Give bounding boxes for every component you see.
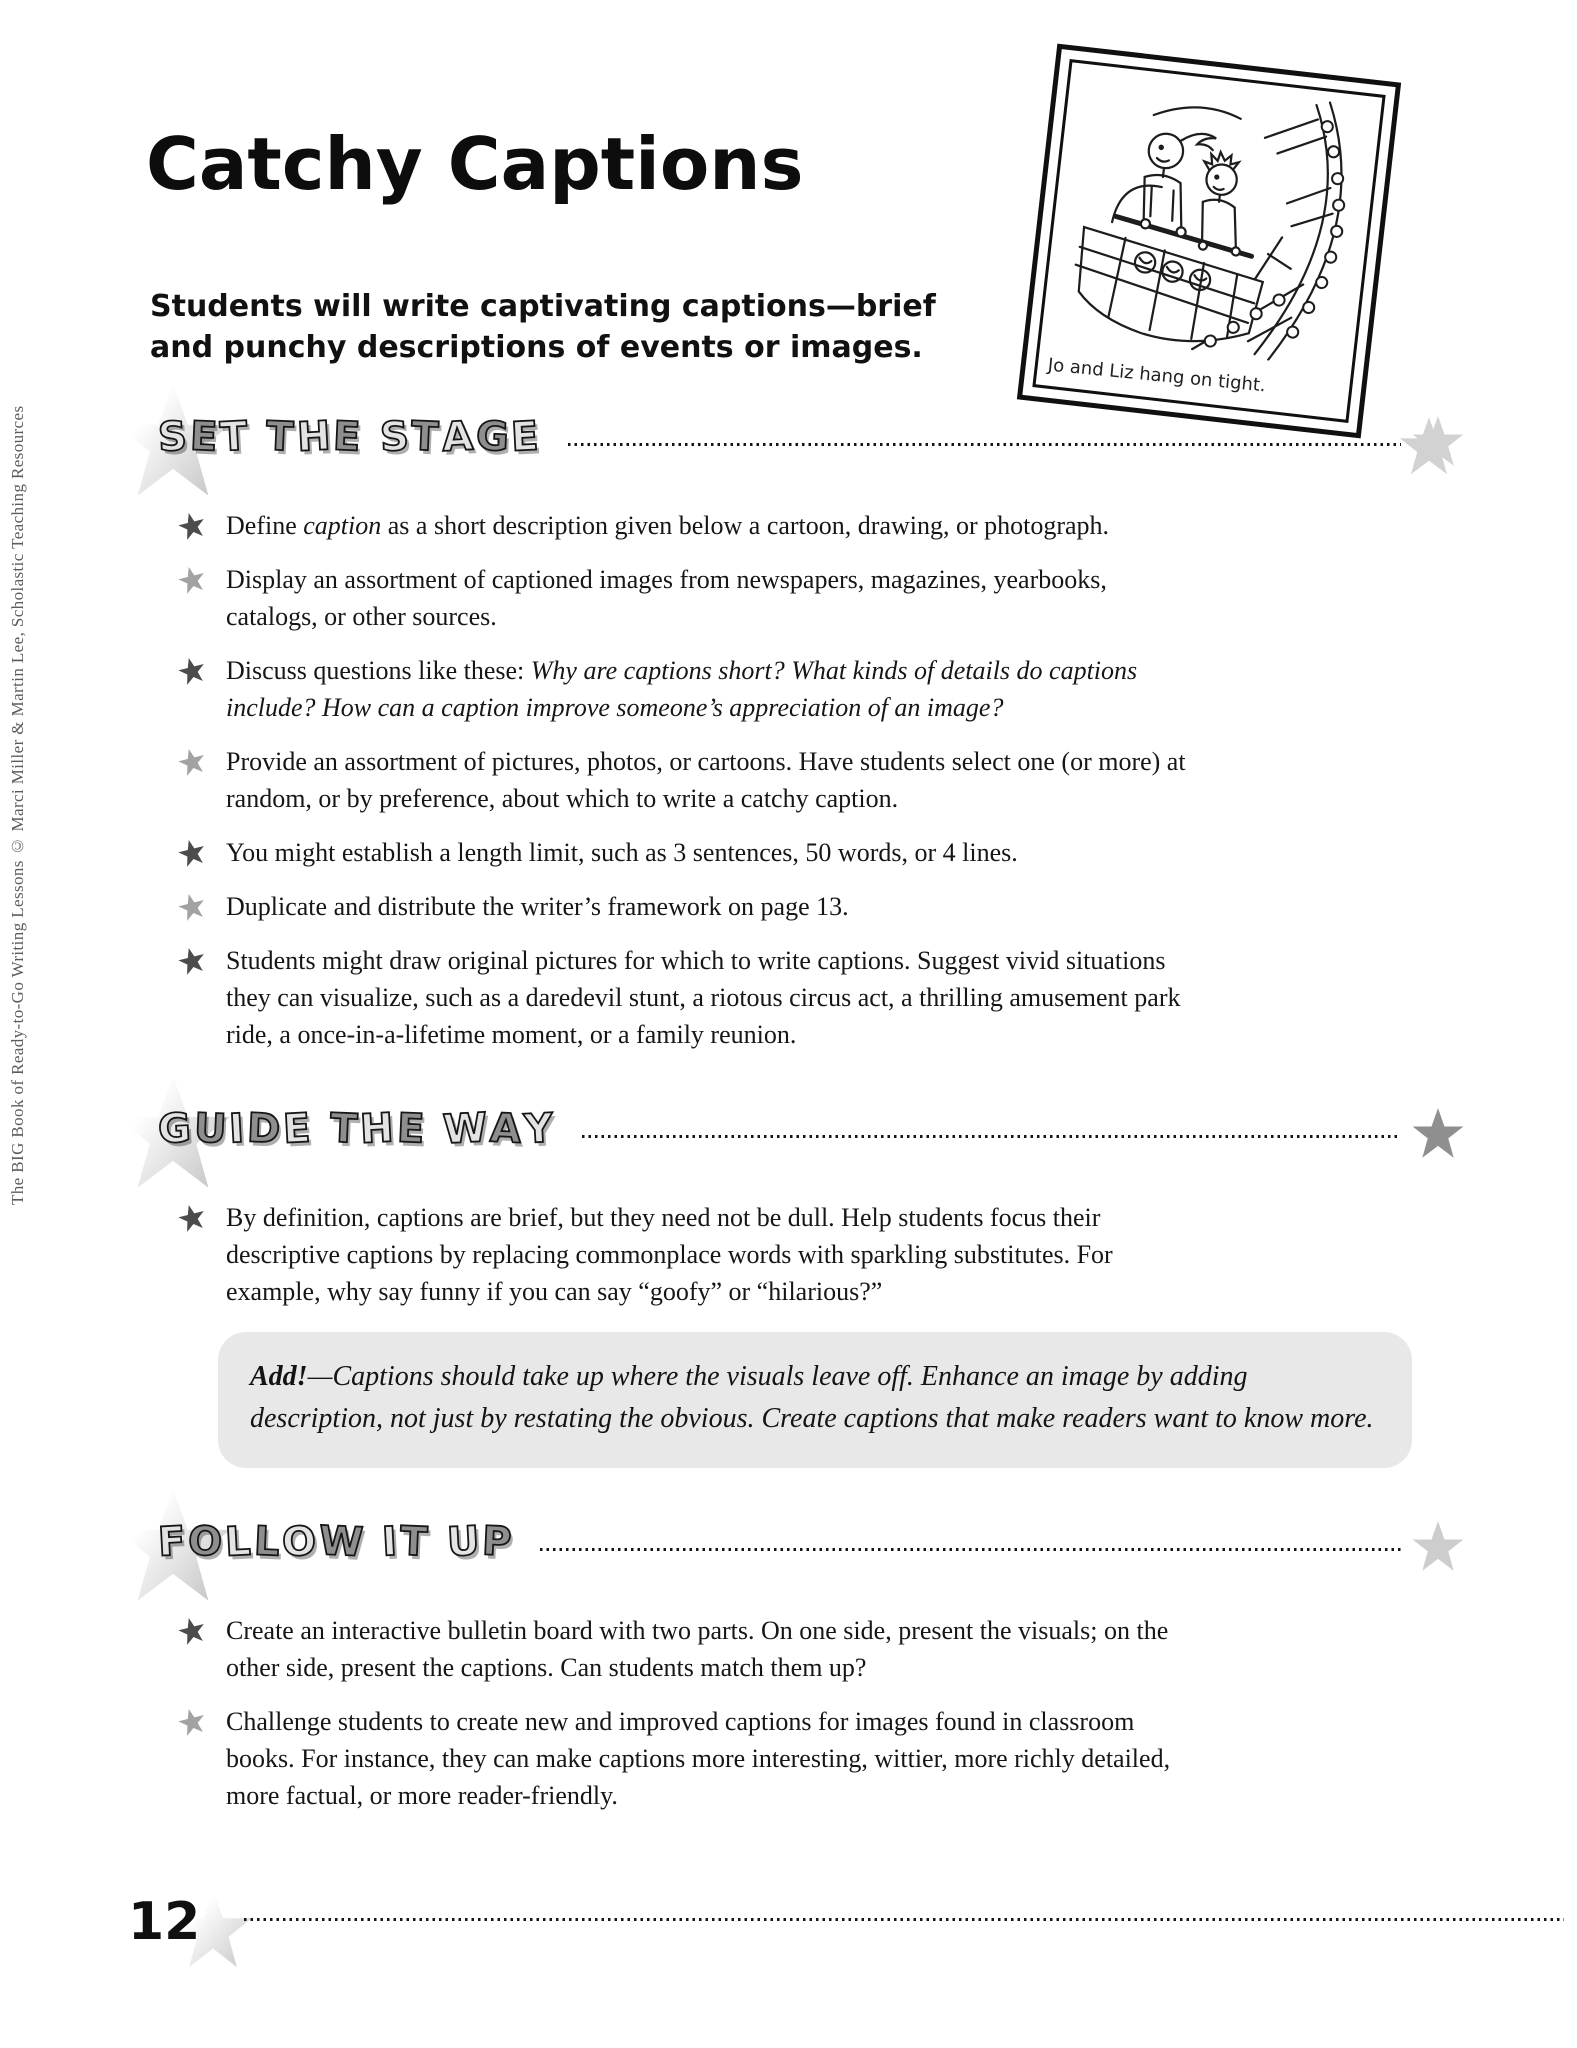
- section-header: [130, 1498, 1465, 1586]
- bullet-item: [178, 1703, 1465, 1814]
- section-guide-the-way: [130, 1085, 1465, 1468]
- bullet-text: By definition, captions are brief, but they need not be dull. Help students focus their descriptive captions by replacing commonplace words with sparkling substitutes. For example, why say funny if you can say “goofy” or “hilarious?”: [226, 1203, 1113, 1306]
- bullet-star-icon: [175, 1201, 209, 1235]
- section-follow-it-up: [130, 1498, 1465, 1831]
- bullet-text: Create an interactive bulletin board with two parts. On one side, present the visuals; on the other side, present the captions. Can students match them up?: [226, 1616, 1169, 1682]
- bullet-star-icon: [175, 745, 209, 779]
- add-callout-box: Add!—Captions should take up where the visuals leave off. Enhance an image by adding description, not just by restating the obvious. Create captions that make readers want to know more.: [218, 1332, 1412, 1468]
- bullet-text: Define caption as a short description given below a cartoon, drawing, or photograph.: [226, 511, 1110, 540]
- illustration-caption: Jo and Liz hang on tight.: [1046, 354, 1267, 397]
- bullet-item: [178, 1199, 1465, 1310]
- bullet-item: [178, 507, 1465, 544]
- bullet-list: [178, 1612, 1465, 1814]
- bullet-text: Students might draw original pictures for which to write captions. Suggest vivid situations they can visualize, such as a daredevil stunt, a riotous circus act, a thrilling amusement park ride, a once-in-a-lifetime moment, or a family reunion.: [226, 946, 1181, 1049]
- bullet-star-icon: [175, 1614, 209, 1648]
- bullet-item: [178, 942, 1465, 1053]
- bullet-text: Challenge students to create new and improved captions for images found in classroom books. For instance, they can make captions more interesting, wittier, more richly detailed, more factual, or more reader-friendly.: [226, 1707, 1171, 1810]
- page-title: Catchy Captions: [146, 122, 804, 206]
- section-title: SET THE STAGE: [156, 413, 543, 461]
- section-set-the-stage: [130, 393, 1465, 1070]
- dotted-rule: [582, 1135, 1401, 1138]
- subtitle-line: and punchy descriptions of events or images.: [150, 330, 923, 365]
- bullet-star-icon: [175, 654, 209, 688]
- bullet-text: Discuss questions like these: Why are captions short? What kinds of details do captions include? How can a caption improve someone’s appreciation of an image?: [226, 656, 1138, 722]
- dotted-rule: [540, 1548, 1401, 1551]
- subtitle-line: Students will write captivating captions—brief: [150, 289, 936, 324]
- copyright-credit: The BIG Book of Ready-to-Go Writing Lessons © Marci Miller & Martin Lee, Scholastic Teaching Resources: [8, 405, 27, 1205]
- page-number: 12: [128, 1892, 201, 1952]
- bullet-item: [178, 1612, 1465, 1686]
- bullet-star-icon: [175, 509, 209, 543]
- rule-end-star-icon: [1411, 1107, 1465, 1161]
- section-title: GUIDE THE WAY: [156, 1104, 558, 1154]
- bullet-text: Provide an assortment of pictures, photos, or cartoons. Have students select one (or more) at random, or by preference, about which to write a catchy caption.: [226, 747, 1186, 813]
- bullet-text: You might establish a length limit, such as 3 sentences, 50 words, or 4 lines.: [226, 838, 1018, 867]
- bullet-list: [178, 1199, 1465, 1310]
- bullet-item: [178, 834, 1465, 871]
- ride-cartoon-drawing: [1043, 65, 1375, 370]
- bullet-star-icon: [175, 890, 209, 924]
- illustration-art: [1032, 59, 1385, 423]
- page-subtitle: [150, 286, 936, 368]
- rule-end-star-icon: [1411, 1520, 1465, 1574]
- bullet-text: Display an assortment of captioned images from newspapers, magazines, yearbooks, catalogs, or other sources.: [226, 565, 1107, 631]
- bullet-item: [178, 888, 1465, 925]
- illustration-frame: [1017, 44, 1401, 439]
- bullet-text: Duplicate and distribute the writer’s framework on page 13.: [226, 892, 849, 921]
- footer-dotted-line: [244, 1918, 1564, 1921]
- bullet-item: [178, 743, 1465, 817]
- bullet-item: [178, 652, 1465, 726]
- bullet-star-icon: [175, 1705, 209, 1739]
- bullet-item: [178, 561, 1465, 635]
- section-title: FOLLOW IT UP: [156, 1517, 516, 1567]
- section-header: [130, 1085, 1465, 1173]
- bullet-star-icon: [175, 944, 209, 978]
- dotted-rule: [568, 443, 1401, 446]
- bullet-list: [178, 507, 1465, 1053]
- bullet-star-icon: [175, 563, 209, 597]
- bullet-star-icon: [175, 836, 209, 870]
